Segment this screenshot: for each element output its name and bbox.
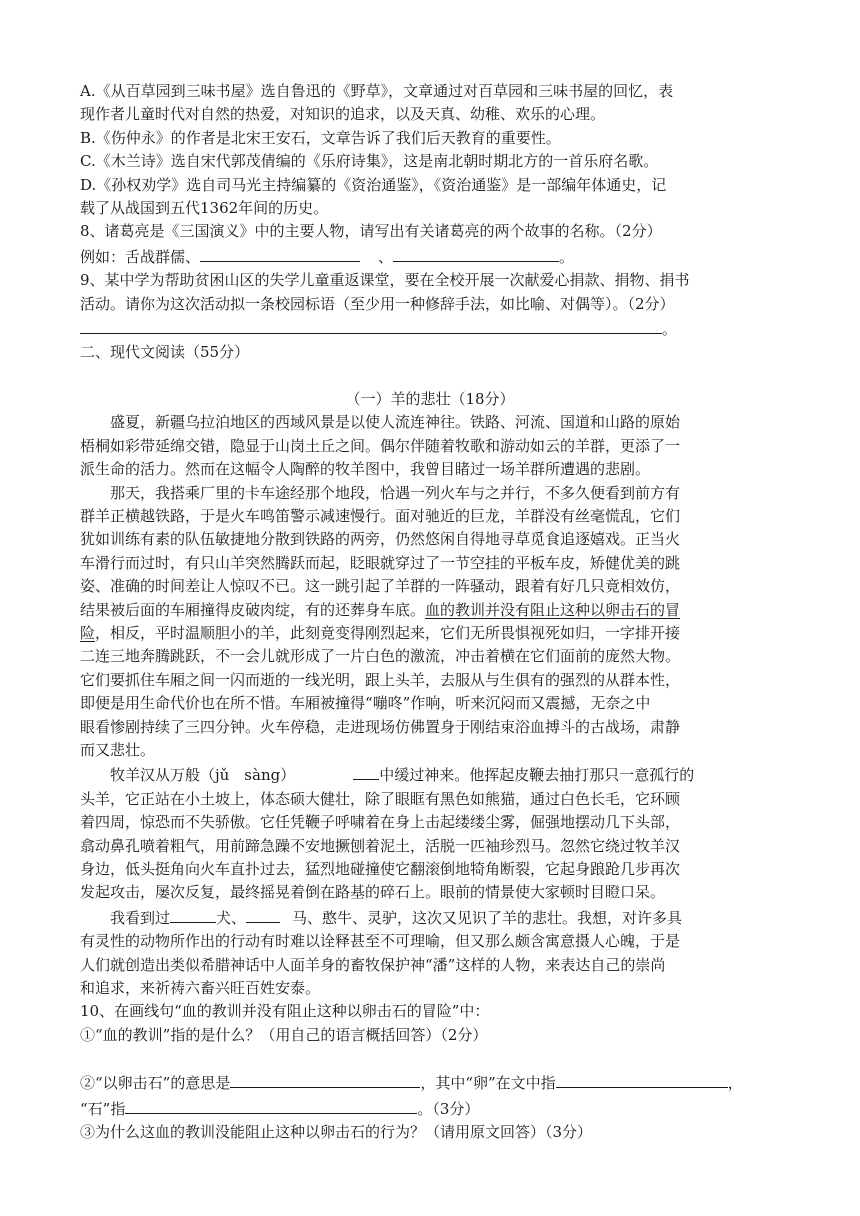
q10-blank-egg[interactable]: [556, 1070, 728, 1088]
paragraph-2: [80, 482, 780, 763]
question-10-sub-2-line-1: [80, 1070, 780, 1095]
question-10-sub-2-line-2: [80, 1096, 780, 1121]
paragraph-line: 那天，我搭乘厂里的卡车途经那个地段，恰遇一列火车与之并行，不多久便看到前方有: [110, 483, 681, 502]
q9-blank[interactable]: [80, 316, 662, 334]
idiom-blank-2[interactable]: [246, 905, 280, 923]
q10-blank-stone[interactable]: [125, 1096, 417, 1114]
q9-end: 。: [662, 320, 678, 339]
paragraph-line: 而又悲壮。: [80, 740, 156, 759]
paragraph-line: 盛夏，新疆乌拉泊地区的西域风景是以使人流连神往。铁路、河流、国道和山路的原始: [110, 413, 681, 432]
pinyin-prompt: 牧羊汉从万般（jǔ sàng）: [110, 766, 296, 785]
paragraph-line: [80, 762, 780, 787]
question-9-line-2: 活动。请你为这次活动拟一条校园标语（至少用一种修辞手法，如比喻、对偶等）。（2分）: [80, 294, 675, 313]
q8-blank-2[interactable]: [393, 244, 559, 262]
paragraph-line: 身边，低头挺角向火车直扑过去，猛烈地碰撞使它翻滚倒地犄角断裂，它起身踉跄几步再次: [80, 860, 681, 878]
option-a-line-2: 现作者儿童时代对自然的热爱，对知识的追求，以及天真、幼稚、欢乐的心理。: [80, 105, 606, 124]
text-run: ，: [727, 1074, 743, 1093]
paragraph-4: [80, 905, 780, 1001]
text-run: ②“以卵击石”的意思是: [80, 1074, 231, 1093]
paragraph-line: 群羊正横越铁路，于是火车鸣笛警示减速慢行。面对驰近的巨龙，羊群没有丝毫慌乱，它们: [80, 506, 681, 525]
text-run: 中缓过神来。他挥起皮鞭去抽打那只一意孤行的: [379, 766, 695, 785]
question-10-stem: 10、在画线句“血的教训并没有阻止这种以卵击石的冒险”中：: [80, 1002, 490, 1021]
text-run: “石”指: [80, 1099, 126, 1118]
section-2-heading: 二、现代文阅读（55分）: [80, 343, 250, 362]
text-run: ，其中“卵”在文中指: [420, 1074, 556, 1093]
paragraph-line: 眼看惨剧持续了三四分钟。火车停稳，走进现场仿佛置身于刚结束浴血搏斗的古战场，肃静: [80, 717, 681, 736]
paragraph-line: [80, 599, 780, 622]
question-10-sub-1: ①“血的教训”指的是什么？（用自己的语言概括回答）（2分）: [80, 1025, 488, 1044]
paragraph-line: 和追求，来祈祷六畜兴旺百姓安泰。: [80, 979, 321, 998]
text-run: 犬、: [216, 908, 247, 927]
exam-page: [80, 80, 780, 1144]
question-9-answer-line: [80, 316, 780, 341]
passage-title: （一）羊的悲壮（18分）: [345, 389, 515, 408]
question-9-line-1: 9、某中学为帮助贫困山区的失学儿童重返课堂，要在全校开展一次献爱心捐款、捐物、捐书: [80, 271, 690, 290]
q10-blank-meaning[interactable]: [230, 1070, 420, 1088]
paragraph-line: 人们就创造出类似希腊神话中人面羊身的畜牧保护神“潘”这样的人物，来表达自己的崇尚: [80, 955, 666, 974]
paragraph-1: [80, 411, 780, 481]
option-b: B.《伤仲永》的作者是北宋王安石，文章告诉了我们后天教育的重要性。: [80, 128, 561, 147]
question-10-sub-3: ③为什么这血的教训没能阻止这种以卵击石的行为？（请用原文回答）（3分）: [80, 1123, 593, 1142]
text-run: 。（3分）: [417, 1099, 480, 1118]
paragraph-line: 派生命的活力。然而在这幅令人陶醉的牧羊图中，我曾目睹过一场羊群所遭遇的悲剧。: [80, 460, 651, 479]
question-8-example: 例如：舌战群儒、: [80, 247, 201, 266]
q8-end: 。: [559, 247, 575, 266]
paragraph-3: [80, 762, 780, 904]
paragraph-line: 梧桐如彩带延绵交错，隐显于山岗土丘之间。偶尔伴随着牧歌和游动如云的羊群，更添了一: [80, 436, 681, 455]
paragraph-line: [80, 905, 780, 930]
paragraph-line: 即便是用生命代价也在所不惜。车厢被撞得“嘣咚”作响，听来沉闷而又震撼，无奈之中: [80, 694, 651, 713]
text-run: 结果被后面的车厢撞得皮破肉绽，有的还葬身车底。: [80, 600, 426, 619]
paragraph-line: 着四周，惊恐而不失骄傲。它任凭鞭子呼啸着在身上击起缕缕尘雾，倔强地摆动几下头部，: [80, 813, 681, 832]
option-a-line-1: A.《从百草园到三味书屋》选自鲁迅的《野草》，文章通过对百草园和三味书屋的回忆，表: [80, 82, 674, 100]
paragraph-line: 头羊，它正站在小土坡上，体态硕大健壮，除了眼眶有黑色如熊猫，通过白色长毛，它环顾: [80, 789, 681, 808]
paragraph-line: 有灵性的动物所作出的行动有时难以诠释甚至不可理喻，但又那么颇含寓意摄人心魄，于是: [80, 932, 681, 951]
pinyin-blank[interactable]: [353, 762, 379, 780]
text-run: 我看到过: [110, 908, 171, 927]
paragraph-line: 发起攻击，屡次反复，最终摇晃着倒在路基的碎石上。眼前的情景使大家顿时目瞪口呆。: [80, 883, 666, 902]
paragraph-line: 犹如训练有素的队伍敏捷地分散到铁路的两旁，仍然悠闲自得地寻草觅食追逐嬉戏。正当火: [80, 530, 681, 549]
option-d-line-1: D.《孙权劝学》选自司马光主持编纂的《资治通鉴》，《资治通鉴》是一部编年体通史，记: [80, 175, 667, 194]
idiom-blank-1[interactable]: [170, 905, 216, 923]
text-run: ，相反，平时温顺胆小的羊，此刻竟变得刚烈起来，它们无所畏惧视死如归，一字排开接: [95, 623, 681, 642]
paragraph-line: 车滑行而过时，有只山羊突然腾跃而起，眨眼就穿过了一节空挂的平板车皮，矫健优美的跳: [80, 553, 681, 572]
paragraph-line: [80, 622, 780, 645]
underlined-sentence-end: 险: [80, 623, 96, 642]
paragraph-line: 它们要抓住车厢之间一闪而逝的一线光明，跟上头羊，去服从与生俱有的强烈的从群本性，: [80, 670, 681, 689]
underlined-sentence: 血的教训并没有阻止这种以卵击石的冒: [425, 600, 681, 619]
question-8-answer-line: [80, 244, 780, 269]
paragraph-line: 二连三地奔腾跳跃，不一会儿就形成了一片白色的激流，冲击着横在它们面前的庞然大物。: [80, 647, 681, 666]
option-d-line-2: 载了从战国到五代1362年间的历史。: [80, 199, 329, 218]
question-8: 8、诸葛亮是《三国演义》中的主要人物，请写出有关诸葛亮的两个故事的名称。（2分）: [80, 222, 662, 241]
paragraph-line: 姿、准确的时间差让人惊叹不已。这一跳引起了羊群的一阵骚动，跟着有好几只竟相效仿，: [80, 577, 681, 596]
q8-blank-1[interactable]: [200, 244, 360, 262]
q8-separator: 、: [378, 247, 394, 266]
option-c: C.《木兰诗》选自宋代郭茂倩编的《乐府诗集》，这是南北朝时期北方的一首乐府名歌。: [80, 152, 659, 171]
text-run: 马、憨牛、灵驴，这次又见识了羊的悲壮。我想，对许多具: [292, 908, 683, 927]
paragraph-line: 翕动鼻孔喷着粗气，用前蹄急躁不安地撅刨着泥土，活脱一匹袖珍烈马。忽然它绕过牧羊汉: [80, 836, 681, 855]
